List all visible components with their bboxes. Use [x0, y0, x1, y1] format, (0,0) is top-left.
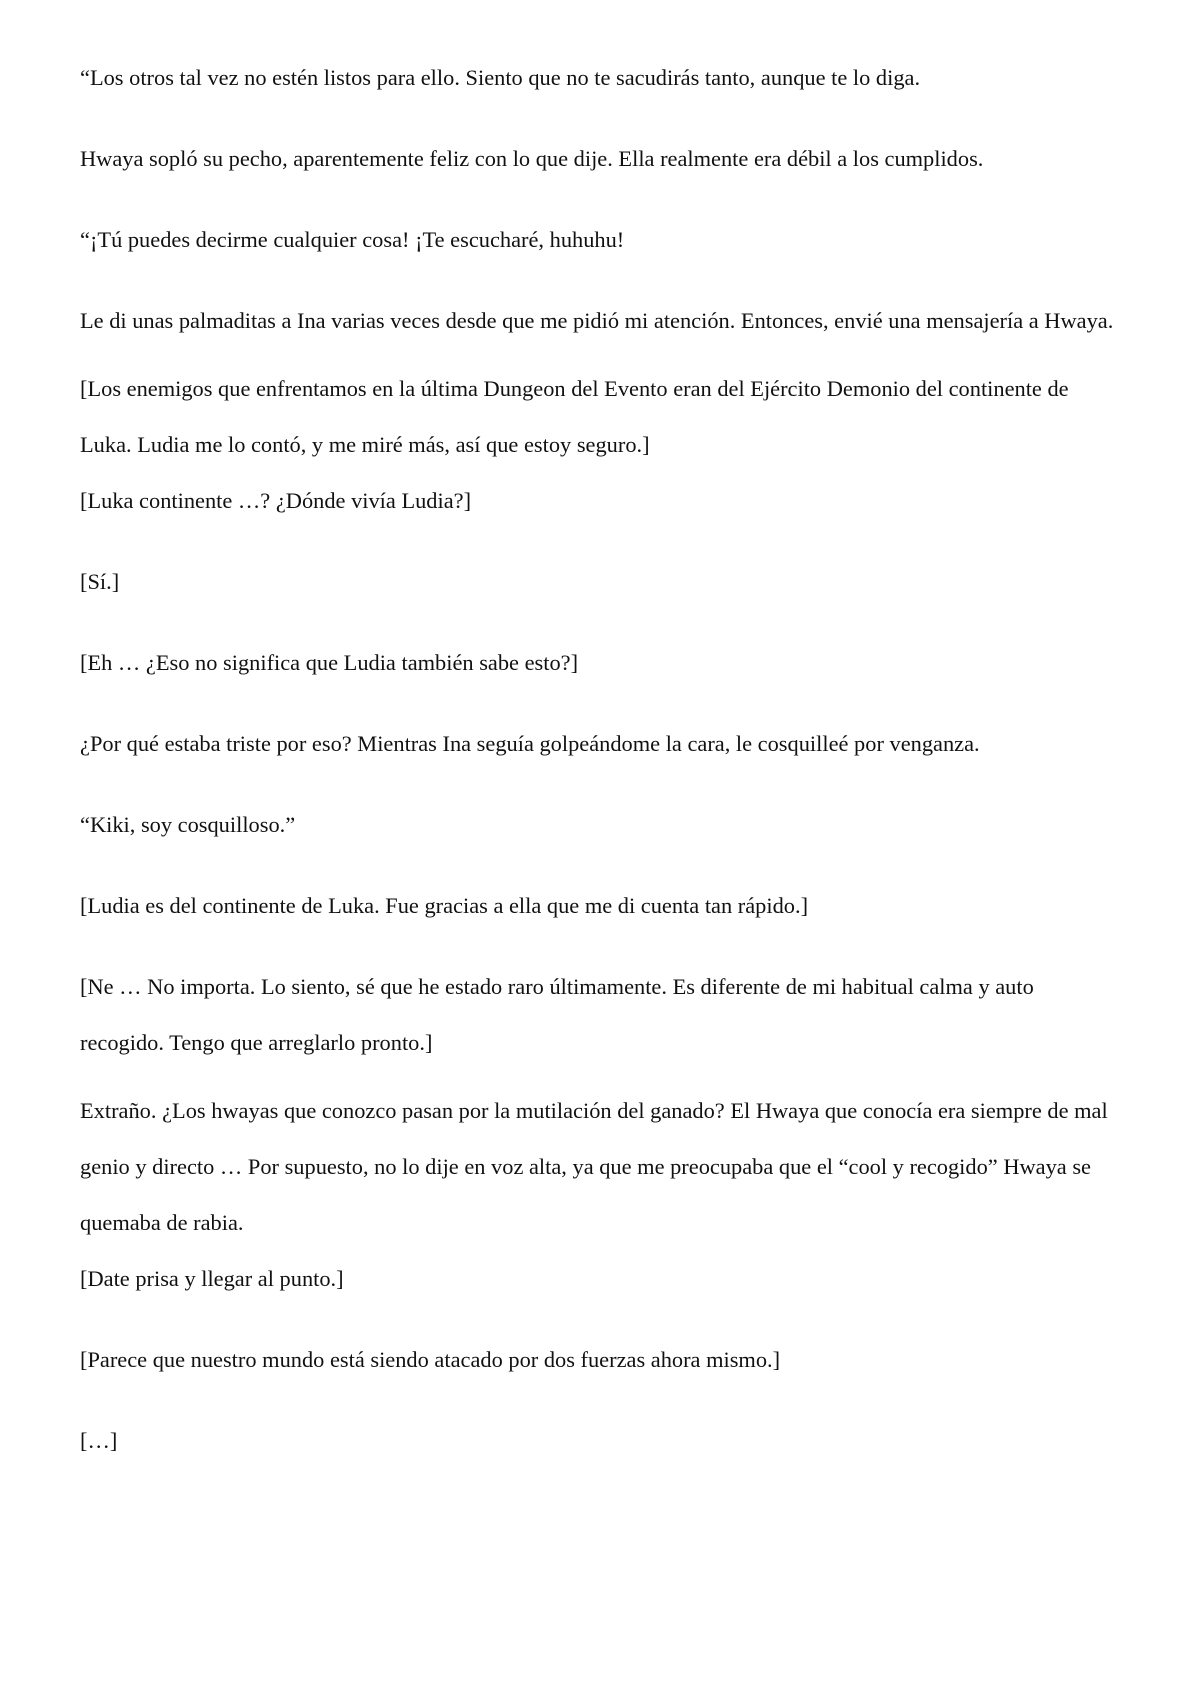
paragraph-14: [Date prisa y llegar al punto.] — [80, 1266, 344, 1291]
paragraph-10: “Kiki, soy cosquilloso.” — [80, 812, 296, 837]
paragraph-1: “Los otros tal vez no estén listos para ello. Siento que no te sacudirás tanto, aunque te lo diga. — [80, 65, 921, 90]
paragraph-6: [Luka continente …? ¿Dónde vivía Ludia?] — [80, 488, 472, 513]
paragraph-9: ¿Por qué estaba triste por eso? Mientras Ina seguía golpeándome la cara, le cosquilleé por venganza. — [80, 731, 980, 756]
paragraph-11: [Ludia es del continente de Luka. Fue gracias a ella que me di cuenta tan rápido.] — [80, 893, 809, 918]
paragraph-2: Hwaya sopló su pecho, aparentemente feliz con lo que dije. Ella realmente era débil a los cumplidos. — [80, 146, 984, 171]
paragraph-3: “¡Tú puedes decirme cualquier cosa! ¡Te escucharé, huhuhu! — [80, 227, 625, 252]
paragraph-12: [Ne … No importa. Lo siento, sé que he estado raro últimamente. Es diferente de mi habitual calma y auto recogido. Tengo que arreglarlo pronto.] — [80, 974, 1034, 1055]
paragraph-16: […] — [80, 1428, 118, 1453]
paragraph-15: [Parece que nuestro mundo está siendo atacado por dos fuerzas ahora mismo.] — [80, 1347, 781, 1372]
paragraph-4: Le di unas palmaditas a Ina varias veces desde que me pidió mi atención. Entonces, envié una mensajería a Hwaya. — [80, 308, 1114, 333]
paragraph-5: [Los enemigos que enfrentamos en la última Dungeon del Evento eran del Ejército Demonio del continente de Luka. Ludia me lo contó, y me miré más, así que estoy seguro.] — [80, 376, 1069, 457]
paragraph-8: [Eh … ¿Eso no significa que Ludia también sabe esto?] — [80, 650, 579, 675]
paragraph-7: [Sí.] — [80, 569, 120, 594]
paragraph-13: Extraño. ¿Los hwayas que conozco pasan por la mutilación del ganado? El Hwaya que conocía era siempre de mal genio y directo … Por supuesto, no lo dije en voz alta, ya que me preocupaba que el “cool y recogido” Hwaya se quemaba de rabia. — [80, 1098, 1108, 1235]
document-page — [80, 62, 1120, 1506]
